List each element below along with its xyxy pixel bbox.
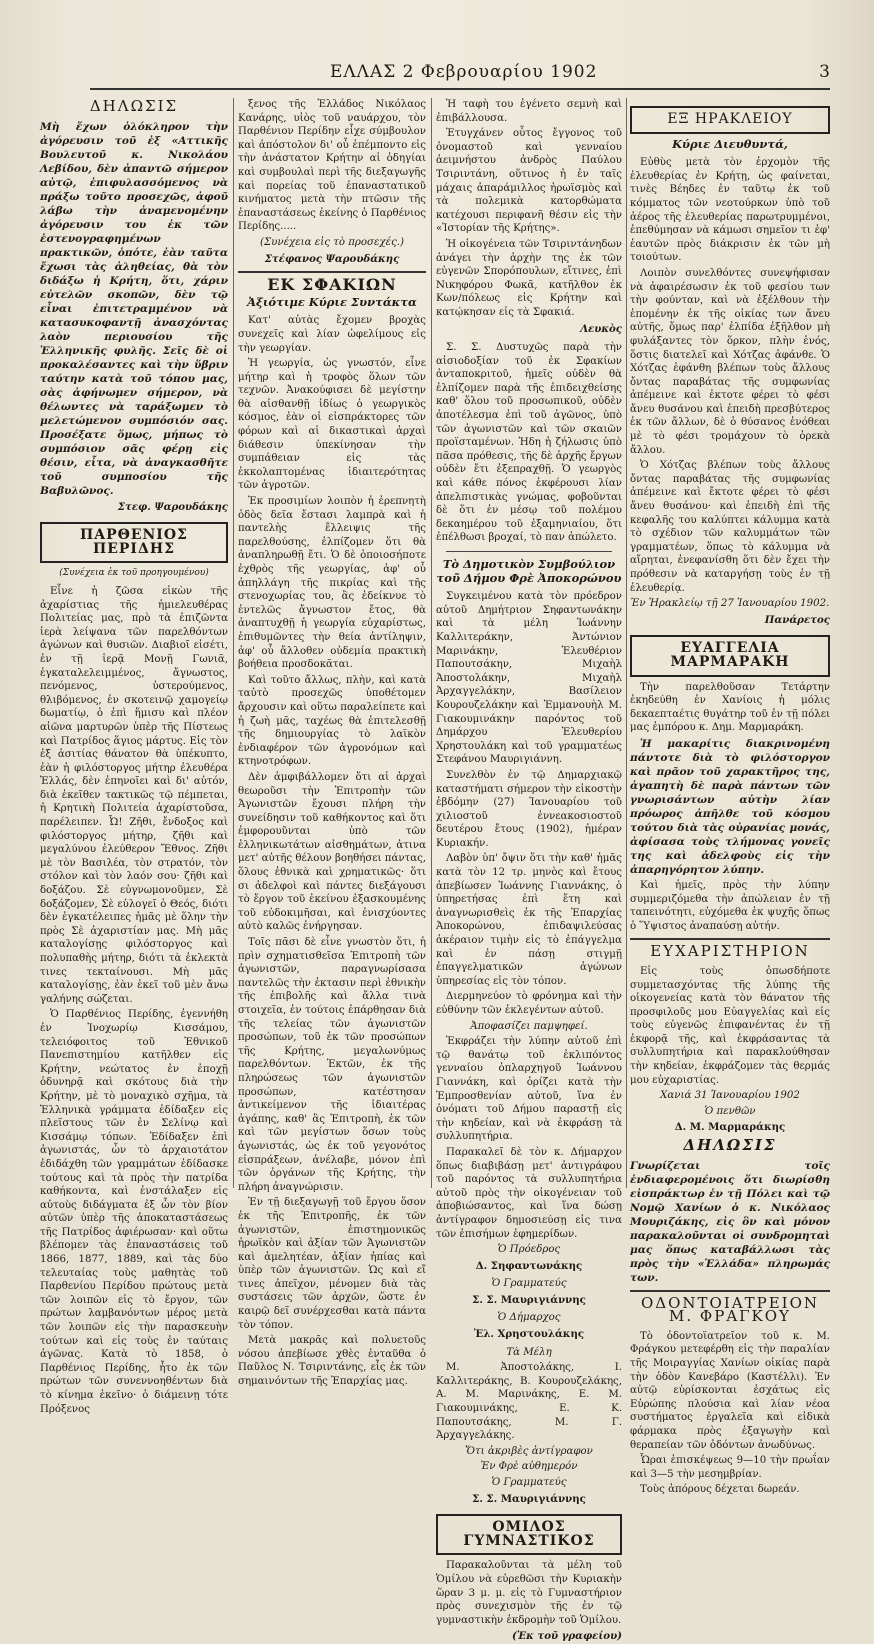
continued-note: (Συνέχεια εἰς τὸ προσεχές.) xyxy=(260,236,404,248)
gym-signature: (Ἐκ τοῦ γραφείου) xyxy=(512,1630,622,1643)
letter-paragraph: Ἡ γεωργία, ὡς γνωστόν, εἶνε μήτηρ καὶ ἡ τροφὸς ὅλων τῶν τεχνῶν. Ἀνακούφισει δὲ μεγίστην θὰ αἰσθανθῇ ἰδίως ὁ γεωργικὸς κόσμος, ἐὰν οἱ εἰσπράκτορες τῶν φόρων καὶ αἱ δικαστικαὶ ἀρχαὶ διάθεσιν ὑπεκίνησαν τὴν συμπάθειαν εἰς τὰς ἐκκολαπτομένας ἰδιαιτερότητας τῶν ἀγροτῶν. xyxy=(238,358,426,492)
signature-secretary: Σ. Σ. Μαυριγιάννης xyxy=(472,1293,586,1306)
thanks-paragraph: Εἰς τοὺς ὁπωσδήποτε συμμετασχόντας τῆς λύπης τῆς οἰκογενείας κατὰ τὸν θάνατον τῆς προσφιλοῦς μου Εὐαγγελίας καὶ εἰς τοὺς εὐγενῶς ἐπιφανέντας ἐν τῇ ἐκφορᾷ τῆς, καὶ ἐκφράσαντας τὰ συλλυπητήρια καὶ παρακλούθησαν τὴν κηδείαν, ἐκφράζομεν τὰς θερμάς μου εὐχαριστίας. xyxy=(630,965,830,1086)
council-paragraph: Ἐκφράζει τὴν λύπην αὐτοῦ ἐπὶ τῷ θανάτῳ τοῦ ἐκλιπόντος γενναίου ὁπλαρχηγοῦ Ἰωάννου Γιαννάκη, καὶ ὁρίζει κατὰ τὴν Ἐμπροσθενίαν αὐτοῦ, ἵνα ἐν ὀνόματι τοῦ Δήμου παραστῇ εἰς τὴν κηδείαν, καὶ νὰ ἐκφράσῃ τὰ συλλυπητήρια. xyxy=(436,1036,622,1143)
column-divider xyxy=(233,98,234,1188)
signature-label: Ὁ πενθῶν xyxy=(704,1105,756,1117)
editor-note: Σ. Σ. Δυστυχῶς παρὰ τὴν αἰσιοδοξίαν τοῦ ἐκ Σφακίων ἀνταποκριτοῦ, ἡμεῖς οὐδὲν θὰ ἐλπίζομεν παρὰ τῆς ἐπιδειχθείσης καθ' ὅλου τοῦ προσωπικοῦ, οὐδὲν ἀποτέλεσμα ἐπὶ τοῦ ἀγῶνος, ὑπὸ τῶν ἀγωνιστῶν καὶ τῶν σκαιῶν προϊσταμένων. Ἠδη ἡ ζήλωσις ὑπὸ πᾶσα πρόθεσις, τῆς δὲ ἀρχῆς ἔργων οὐδὲν ἔτι ἐξεπραχθῇ. Ὁ γεωργὸς καὶ κάθε πόνος ἐκφέρουσι λίαν ἀπελπιστικὰς γνώμας, φοβοῦνται δὲ ὅτι ἐν μέσῳ τοῦ πολέμου δεκαημέρου τοῦ ἐξαμηνιαίου, ὅτι ἐπέλθωσι βροχαί, τὸ παν ἀπώλετο. xyxy=(436,342,622,544)
dentist-paragraph: Τοὺς ἀπόρους δέχεται δωρεάν. xyxy=(640,1484,800,1496)
article-subtitle: (Συνέχεια ἐκ τοῦ προηγουμένου) xyxy=(59,568,209,579)
letter-greeting: Ἀξιότιμε Κύριε Συντάκτα xyxy=(247,294,417,309)
letter-paragraph: Ἡ ταφὴ του ἐγένετο σεμνὴ καὶ ἐπιβάλλουσα. xyxy=(436,99,622,124)
letter-paragraph: Καὶ τοῦτο ἄλλως, πλὴν, καὶ κατὰ ταὐτὸ προσεχῶς ὑποθέτομεν ἄρχουσιν καὶ οὕτω παραλείπετε καὶ ἡ ζωὴ μᾶς, ταχέως θὰ ἐπιτελεσθῇ τῆς δημιουργίας τὸ λαϊκὸν ἐνδιαφέρον τῶν ἀγρονόμων καὶ κτηνοτρόφων. xyxy=(238,674,426,768)
archive-watermark xyxy=(504,717,696,794)
gym-body: Παρακαλοῦνται τὰ μέλη τοῦ Ὁμίλου νὰ εὑρεθῶσι τὴν Κυριακὴν ὥραν 3 μ. μ. εἰς τὸ Γυμναστήριον πρὸς συνεχισμὸν τῆς ἐν τῷ γυμναστικὴν ἐκδρομὴν τοῦ Ὁμίλου. xyxy=(436,1560,622,1626)
signature-mayor: Ἐλ. Χρηστουλάκης xyxy=(473,1328,585,1341)
letter-paragraph: Ἡ οἰκογένεια τῶν Τσιριντάνηδων ἀνάγει τὴν ἀρχὴν της ἐκ τῶν εὐγενῶν Σπορόπουλων, εἴτινες, ἐπὶ Νικηφόρου Φωκᾶ, κατῆλθον ἐκ Κων/πόλεως εἰς Κρήτην καὶ κατῴκησαν εἰς τὰ Σφακιά. xyxy=(436,238,622,318)
article-signature: Στέφανος Ψαρουδάκης xyxy=(264,252,400,265)
column-4 xyxy=(630,98,830,1496)
column-divider xyxy=(626,98,627,1188)
signature-label: Ὁ Δήμαρχος xyxy=(497,1312,561,1324)
obituary-paragraph: Τὴν παρελθοῦσαν Τετάρτην ἐκηδεύθη ἐν Χανίοις ἡ μόλις δεκαεπταέτις θυγάτηρ τοῦ ἐν τῇ πόλει μας ἐμπόρου κ. Δημ. Μαρμαράκη. xyxy=(630,681,830,734)
section-rule xyxy=(630,1290,830,1292)
obituary-title: ΕΥΑΓΓΕΛΙΑ ΜΑΡΜΑΡΑΚΗ xyxy=(630,635,830,676)
article-paragraph: Ὁ Παρθένιος Περίδης, ἐγεννήθη ἐν Ἰνοχωρίῳ Κισσάμου, τελειόφοιτος τοῦ Ἐθνικοῦ Πανεπιστημίου κατῆλθεν εἰς Κρήτην, νεώτατος ἐν ἐποχῇ ὀδυνηρᾷ καὶ σκότους διὰ τὴν Κρήτην, μὲ τὸ μοναχικὸ σχῆμα, τὰ Ἑλληνικὰ γράμματα ἐδίδαξεν εἰς πλεῖστους τῶν ἐν Σελίνῳ καὶ Κισσάμῳ τόπων. Ἐδίδαξεν ἐπὶ ἀγωνιστάς, ὧν τὸ ἀρχαιοτάτον ἐδιδάχθη τῶν γραμμάτων ἐδίδασκε τούτους καὶ τὰ πρὸς τὴν πατρίδα καθήκοντα, καὶ ἐνστάλαξεν εἰς αὐτοὺς διδάγματα ἐξ ὧν τὸν βίον αὐτῶν ὑπὲρ τῆς ἀποκαταστάσεως τῆς Πατρίδος ἀφιέρωσαν· καὶ οὕτω βλέπομεν τὰς ἐπαναστάσεις τοῦ 1866, 1877, 1889, καὶ τὰς δύο τελευταίας τοὺς μαθητὰς τοῦ Παρθενίου Περίδου πρώτους μετὰ τῶν λοιπῶν εἰς τὸ ἔργον, τῶν πρώτων λαμβανόντων μέρος μετὰ τῶν λοιπῶν εἰς τὴν παρασκευὴν τούτων καὶ εἰς τοὺς ἐν ταύταις ἀγῶνας. Κατὰ τὸ 1858, ὁ Παρθένιος Περίδης, ἦτο ἐκ τῶν πρώτων τῶν συνεννοηθέντων διὰ τὸ κίνημα ἐκεῖνο· ὁ διάμεινῃ τότε Πρόξενος xyxy=(40,1009,228,1415)
thanks-title: ΕΥΧΑΡΙΣΤΗΡΙΟΝ xyxy=(650,942,810,961)
copy-note: Ὅτι ἀκριβὲς ἀντίγραφον xyxy=(465,1445,593,1457)
letter-paragraph: Ἐκ προσιμίων λοιπὸν ἡ ἐρεπνητὴ ὁδὸς δεῖα ἔστασι λαμπρὰ καὶ ἡ παντελὴς ἔλλειψις τῆς παρελθούσης, ἐλπίζομεν ὅτι θὰ ἀναπληρωθῇ ἔτι. Ὁ δὲ ὁποιοσήποτε ἐχθρὸς τῆς γεωργίας, ἀφ' οὗ ἀπηλλάγη τῆς πικρίας καὶ τῆς στενοχωρίας του, ἂς ἐδείκνυε τὸ ἐντελῶς ἄγνωστον ἔτος, θὰ ἀναπτυχθῇ ἡ γεωργία εὐχαρίστως, ἐπιθυμῶντες τὴν θεία ἀντίληψιν, ἀφ' οὗ ἄλλοθεν οὐδεμία πρακτικὴ βοήθεια προσδοκᾶται. xyxy=(238,496,426,671)
signature-secretary: Σ. Σ. Μαυριγιάννης xyxy=(472,1492,586,1505)
dentist-paragraph: Τὸ ὀδοντοϊατρεῖον τοῦ κ. Μ. Φράγκου μετεφέρθη εἰς τὴν παραλίαν τῆς Μοιραγγίας Χανίων οἰκίας παρὰ τὴν ὁδὸν Κανεβάρο (Καστέλλι). Ἐν αὐτῷ εὑρίσκονται ἐσχάτως εἰς Εὐρώπης πλούσια καὶ λίαν νέοα συστήματος ἐργαλεῖα καὶ εἰδικὰ φάρμακα πρὸς ἐξαγωγὴν καὶ θεραπείαν τῶν ὀδόντων ἀνωδύνως. xyxy=(630,1330,830,1451)
masthead xyxy=(90,60,830,90)
council-paragraph: Παρακαλεῖ δὲ τὸν κ. Δήμαρχον ὅπως διαβιβάσῃ μετ' ἀντιγράφου τοῦ παρόντος τὰ συλλυπητήρια αὐτοῦ πρὸς τὴν οἰκογένειαν τοῦ ἀποβιώσαντος, καὶ ἵνα δώσῃ ἀντίγραφον δημοσιεύσῃ εἰς τινα τῶν ἐπισήμων ἐφημερίδων. xyxy=(436,1146,622,1240)
dentist-title: ΟΔΟΝΤΟΙΑΤΡΕΙΟΝ Μ. ΦΡΑΓΚΟΥ xyxy=(640,1293,819,1326)
signature-label: Ὁ Γραμματεύς xyxy=(491,1477,567,1488)
notice-body: Γνωρίζεται τοῖς ἐνδιαφερομένοις ὅτι διωρίσθη εἰσπράκτωρ ἐν τῇ Πόλει καὶ τῷ Νομῷ Χανίων ὁ κ. Νικόλαος Μουριζάκης, εἰς ὃν καὶ μόνον παρακαλοῦνται οἱ συνδρομηταὶ μας ὅπως καταβάλλωσι τὰς πρὸς τὴν «Ἑλλάδα» πληρωμάς των. xyxy=(630,1159,830,1284)
gym-title: ΟΜΙΛΟΣ ΓΥΜΝΑΣΤΙΚΟΣ xyxy=(436,1514,622,1555)
section-title: ΕΞ ΗΡΑΚΛΕΙΟΥ xyxy=(630,106,830,134)
letter-paragraph: Δὲν ἀμφιβάλλομεν ὅτι αἱ ἀρχαὶ θεωροῦσι τὴν Ἐπιτροπὴν τῶν Ἀγωνιστῶν ἔχουσι πλήρη τὴν συνείδησιν τοῦ καθήκοντος καὶ ὅτι ἐμφορουῦνται ὑπὸ τῶν ἐλληνικωτάτων αἰσθημάτων, ἀτινα μετ' αὐτῆς θέλουν βοηθήσει πάντας, ὅλους ἐθνικὰ καὶ χρηματικῶς· ὅτι σι ἀδελφοὶ καὶ πάντες διεξάγουσι τὸ ἔργον τοῦ ἐκείνου ἐξασκουμένης τοῦ εὐδοκιμῆσαι, καὶ ἐνισχύοντες αὐτὸ καλῶς ἐνήργησαν. xyxy=(238,771,427,933)
letter-paragraph: Εὐθὺς μετὰ τὸν ἐρχομὸν τῆς ἐλευθερίας ἐν Κρήτῃ, ὡς φαίνεται, τινὲς Βέηδες ἐν ταῦτῳ ἐκ τοῦ κόμματος τῶν νεοτούρκων ὑπὸ τοῦ ἀέρος τῆς ἐλευθερίας παρωτρυμμένοι, ἐπεθύμησαν νὰ κάμωσι σημεῖον τι ἐφ' ἑαυτῶν πρὸς διάκρισιν ἐκ τῶν μὴ τοιούτων. xyxy=(630,157,830,264)
dateline: ΕΛΛΑΣ 2 Φεβρουαρίου 1902 xyxy=(330,62,598,82)
letter-date: Ἐν Ἡρακλείῳ τῇ 27 Ἰανουαρίου 1902. xyxy=(630,598,830,610)
members-list: Μ. Ἀποστολάκης, Ι. Καλλιτεράκης, Β. Κουρουζελάκης, Α. Μ. Μαρινάκης, Ε. Μ. Γιακουμινάκης, Ε. Κ. Παπουτσάκης, Μ. Γ. Ἀρχαγγελάκης. xyxy=(436,1362,622,1442)
column-divider xyxy=(431,98,432,1188)
signature-president: Δ. Σηφαντωνάκης xyxy=(475,1259,583,1272)
article-paragraph: Εἶνε ἡ ζῶσα εἰκὼν τῆς ἀχαρίστιας τῆς ἡμιελευθέρας Πολιτείας μας, πρὸ τὰ ἐπιζῶντα ἱερὰ λείψανα τῶν παρελθόντων ἀγώνων καὶ θυσιῶν. Διαβιοῖ εἰσέτι, ἐν τῇ ἱερᾷ Μονῇ Γωνιᾶ, ἐγκαταλελειμμένος, ἄγνωστος, πενόμενος, ὑστερούμενος, θλιβόμενος, ἐν σκοτεινῷ χαμογείῳ δωματίῳ, ὁ ἐπὶ ἥμισυ καὶ πλέον αἰῶνα μαρτυρῶν ὑπὲρ τῆς Πίστεως καὶ Πατρίδος ἅγιος μάρτυς. Εἰς τὸν ἐξ ἀσιτίας θάνατον θὰ ὑπέκυπτο, ἐὰν ἡ φιλόστοργος μήτηρ ἐλευθέρα Ἑλλάς, δὲν ἐπηνοῖει καὶ δι' αὐτόν, διὰ ἐκεῖθεν τακτικῶς τῷ πέμπεται, ἡ Κρητικὴ Πολιτεία ἀχαρίστοῦσα, παρέλειπεν. Ὦ! Ζῆθι, ἔνδοξος καὶ φιλόστοργος μήτηρ, ζῆθι καὶ μεγαλύνου ἐλεύθερον Ἔθνος. Ζῆθι μὲ τὸν Βασιλέα, τὸν στρατόν, τὸν στόλον καὶ τὸν λαόν σου· ζῆθι καὶ δοξάζου. Σὲ εὐγνωμονοῦμεν, Σὲ δοξάζομεν, Σὲ εὐλογεῖ ὁ Θεός, διότι δὲν ἐγκατέλειπες ἡμᾶς μὲ ὅλην τὴν πρὸς Σὲ ἀχαριστίαν μας. Μὴ μᾶς καταλογίσῃς φιλόστοργος καὶ πολυπαθὴς μήτηρ, διότι τὰ ἐκλεκτὰ τινες τεκταίνουσι. Μὴ μᾶς καταλογίσῃς, ἐὰν ἐκεῖ τοῦ μὲν ἄνω γαλήνης σώζεται. xyxy=(40,585,228,1005)
thanks-signature: Δ. Μ. Μαρμαράκης xyxy=(674,1121,786,1134)
letter-paragraph: Ἐν τῇ διεξαγωγῇ τοῦ ἔργου ὅσον ἐκ τῆς Ἐπιτροπῆς, ἐκ τῶν ἀγωνιστῶν, ἐπιστημονικῶς ἠρωϊκὸν καὶ ἀξίαν τῶν Ἀγωνιστῶν καὶ ἁμελητέαν, ἀξίαν ἠπίας καὶ ὑπὲρ τῶν ἀγωνιστῶν. Ὡς καὶ εἴ τινες ἀπεῖχον, μένομεν διὰ τὰς συστάσεις τῶν ἀρχῶν, ὥστε ἐν καιρῷ δεῖ συνέρχεσθαι κατὰ πάντα τὸν τόπον. xyxy=(238,1197,426,1331)
notice-title: ΔΗΛΩΣΙΣ xyxy=(89,97,179,115)
dentist-paragraph: Ὧραι ἐπισκέψεως 9—10 τὴν πρωΐαν καὶ 3—5 τὴν μεσημβρίαν. xyxy=(630,1455,830,1480)
column-2 xyxy=(238,98,427,1388)
letter-signature: Λευκὸς xyxy=(580,322,622,335)
council-paragraph: Διερμηνεύον τὸ φρόνημα καὶ τὴν εὐθύνην τῶν ἐκλεγέντων αὐτοῦ. xyxy=(436,991,622,1016)
copy-place: Ἐν Φρὲ αὐθημερόν xyxy=(480,1461,578,1473)
signature-label: Τὰ Μέλη xyxy=(506,1346,552,1358)
section-title: ΕΚ ΣΦΑΚΙΩΝ xyxy=(267,275,397,295)
council-paragraph: Λαβὸν ὑπ' ὄψιν ὅτι τὴν καθ' ἡμᾶς κατὰ τὸν 12 τρ. μηνὸς καὶ ἔτους ἀπεβίωσεν Ἰωάννης Γιαννάκης, ὁ ὑπηρετήσας ἐπὶ ἔτη καὶ ἀναγνωρισθεὶς ἐκ τῆς Ἐπαρχίας Ἀποκορώνου, ἐπιδαψιλεύσας ἀκέραιον τιμὴν εἰς τὸ ἐπάγγελμα καὶ ἐν πάσῃ στιγμῇ ἐπαγγελματικῶν ἀγώνων ὑπηρεσίας εἰς τὸν τόπον. xyxy=(436,853,622,987)
column-3 xyxy=(436,98,622,1643)
council-paragraph: Συγκειμένου κατὰ τὸν πρόεδρον αὐτοῦ Δημήτριον Σηφαντωνάκην καὶ τὰ μέλη Ἰωάννην Καλλιτεράκην, Ἀντώνιον Μαρινάκην, Ἐλευθέριον Παπουτσάκην, Μιχαὴλ Ἀποστολάκην, Μιχαὴλ Ἀρχαγγελάκην, Βασίλειον Κουρουζελάκην καὶ Ἐμμανουὴλ Μ. Γιακουμινάκην παρόντος τοῦ Δημάρχου Ἐλευθερίου Χρηστουλάκη καὶ τοῦ γραμματέως Στεφάνου Μαυριγιάννη. xyxy=(436,591,622,766)
council-decision-heading: Ἀποφασίζει παμψηφεί. xyxy=(470,1020,588,1032)
article-title: ΠΑΡΘΕΝΙΟΣ ΠΕΡΙΔΗΣ xyxy=(40,522,228,563)
thanks-date: Χανιά 31 Ἰανουαρίου 1902 xyxy=(660,1090,800,1102)
notice-body: Μὴ ἔχων ὁλόκληρον τὴν ἀγόρευσιν τοῦ ἐξ «Αττικῆς Βουλευτοῦ κ. Νικολάου Λεβίδου, δὲν ἀπαντῶ σήμερον αὐτῷ, ἐπιφυλασσόμενος νὰ πράξω τοῦτο προσεχῶς, ἀφοῦ λάβω τὴν ἀναμενομένην ἀγόρευσιν του ἐκ τῶν ἐστενογραφημένων πρακτικῶν, ὁπότε, ἐὰν ταῦτα ἔχωσι τὰς ἀληθείας, θὰ τὸν διδάξω ἡ Κρήτη, ὅτι, χάριν εὐτελῶν σκοπῶν, δὲν τῷ εἶναι ἐπιτετραμμένον νὰ κατασυκοφαντῇ ἀνασχόντας λαὸν περιουσίου τῆς Ἑλληνικῆς φυλῆς. Σεῖς δὲ οἱ προκαλέσαντες καὶ τὴν ὕβριν ταύτην κατὰ τοῦ τόπου μας, σὰς ἀφήνωμεν σήμερον, νὰ θέλωντες νὰ ταράξωμεν τὸ μελετώμενον συμπόσιόν σας. Προσέξατε ὅμως, μήπως τὸ συμπόσιον σᾶς φέρῃ εἰς θέσιν, εἶτα, νὰ ἀναγκασθῆτε τοῦ συμποσίου τῆς Βαβυλῶνος. xyxy=(40,120,228,497)
council-paragraph: Συνελθὸν ἐν τῷ Δημαρχιακῷ καταστήματι σήμερον τὴν εἰκοστὴν ἑβδόμην (27) Ἰανουαρίου τοῦ χιλιοστοῦ ἐννεακοσιοστοῦ δευτέρου ἔτους (1902), ἡμέραν Κυριακήν. xyxy=(436,769,622,849)
obituary-paragraph: Καὶ ἡμεῖς, πρὸς τὴν λύπην συμμεριζόμεθα τὴν ἀπώλειαν ἐν τῇ ταπεινότητι, εὐχόμεθα ἐκ ψυχῆς ὅπως ὁ Ὕψιστος ἀναπαύσῃ αὐτήν. xyxy=(630,879,830,932)
masthead-rule xyxy=(90,88,830,90)
page-number: 3 xyxy=(819,62,830,82)
letter-paragraph: Ἐτυγχάνεν οὗτος ἔγγονος τοῦ ὀνομαστοῦ καὶ γενναίου ἀειμνήστου ἀνδρὸς Παύλου Τσιριντάνη, οὕτινος ἡ ἐν ταῖς μάχαις ἀπαράμιλλος ἡρωϊσμὸς καὶ τὰ πολεμικὰ κατορθώματα κατέχουσι περιφανῆ θέσιν εἰς τὴν «Ἱστορίαν τῆς Κρήτης». xyxy=(436,128,622,235)
letter-paragraph: Κατ' αὐτὰς ἔχομεν βροχὰς συνεχεῖς καὶ λίαν ὠφελίμους εἰς τὴν γεωργίαν. xyxy=(238,315,426,354)
section-rule xyxy=(446,551,612,552)
signature-label: Ὁ Γραμματεύς xyxy=(491,1278,567,1290)
notice-signature: Στεφ. Ψαρουδάκης xyxy=(117,500,228,513)
letter-signature: Πανάρετος xyxy=(764,613,830,626)
notice-title: ΔΗΛΩΣΙΣ xyxy=(683,1136,777,1155)
obituary-paragraph: Ἡ μακαρίτις διακρινομένη πάντοτε διὰ τὸ φιλόστοργον καὶ πρᾶον τοῦ χαρακτῆρος της, ἀγαπητὴ δὲ παρὰ πάντων τῶν γνωρισάντων αὐτὴν λίαν πρόωρος ἀπῆλθε τοῦ κόσμου τούτου διὰ τὰς οὐρανίας μονάς, ἀφίσασα τοὺς τλήμονας γονεῖς της καὶ ἀδελφοὺς εἰς τὴν ἀπαρηγόρητον λύπην. xyxy=(630,737,830,876)
letter-paragraph: Τοῖς πᾶσι δὲ εἶνε γνωστὸν ὅτι, ἡ πρὶν σχηματισθεῖσα Ἐπιτροπὴ τῶν ἀγωνιστῶν, παραγνωρίσασα παντελῶς τὴν ἐκτασιν περὶ ἐθνικὴν τῆς ἐπιβολῆς καὶ ἄλλα τινὰ στοιχεῖα, ἐν τούτοις ἐπάρθησαν διὰ τῆς τελείας τῶν ἀγωνιστῶν προσώπων, τοῦ ἐκ τῶν προσώπων τῆς Κρήτης, μεγαλωνύμως παρελθόντων. Ἐκτῶν, ἐκ τῆς πληρώσεως τῶν ἀγωνιστῶν προσώπων, κατέστησαν ἀντικείμενον τῆς ἰδιαιτέρας ἀγάπης, καθ' ἃς Ἐπιτροπὴ, ἐκ τῶν καὶ τῶν μεγίστων ὅσων τοὺς ἀγωνιστάς, ὡς ἐκ τοῦ γεγονότος εἰσπράξεων, ἀνέλαβε, μόνον ἐπὶ τῶν ὀργάνων τῆς Κρήτης, τὴν πλήρη ἀναγνώρισιν. xyxy=(238,937,426,1193)
section-rule xyxy=(238,271,426,273)
signature-label: Ὁ Πρόεδρος xyxy=(497,1244,561,1256)
column-1 xyxy=(40,97,228,1415)
letter-paragraph: Ὁ Χότζας βλέπων τοὺς ἄλλους ὄντας παραβάτας τῆς συμφωνίας ἀπέμεινε καὶ ἔκτοτε φέρει τὸ φέσι ἄνευ θυσάνου· καὶ ἐπειδὴ ἐπὶ τῆς κεφαλῆς του καλύπτει κάλυμμα κατὰ τὸ σχέδιον τῶν καλυμμάτων τῶν γραμματέων, ὅπως τὸ κάλυμμα νὰ αἴρηται, ἐνεφανίσθη ὅτι δὲν ἔχει τὴν πρόθεσιν νὰ καταργήσῃ τοὺς ἐν τῇ ἐλευθερίᾳ. xyxy=(630,460,830,594)
letter-paragraph: Λοιπὸν συνελθόντες συνεψήφισαν νὰ ἀφαιρέσωσιν ἐκ τοῦ φεσίου των τὴν φούνταν, καὶ νὰ ἐξέλθουν τὴν ἑπομένην ἐκ τῆς οἰκίας των ἄνευ αὐτῆς, ὅμως παρ' ἐλπίδα ἐξῆλθον μὴ φυλάξαντες τὸν ὅρκον, πλὴν ἑνός, ὅστις διατελεῖ καὶ Χότζας ἀφάνθε. Ὁ Χότζας ἐφάνθη βλέπων τοὺς ἄλλους ὄντας παραβάτας τῆς συμφωνίας ἀπέμεινε καὶ ἐκτοτε φέρει τὸ φέσι ἄνευ θυσάνου καὶ ἐπειδὴ πρεσβύτερος ἐκ τῶν ἄλλων, δὲ ὁ θύσανος ἐνόθεαι μὲ τὸ φέσι τρομάχουν τὸ ὀρεκὰ ἄλλου. xyxy=(630,267,830,456)
article-paragraph: ξενος τῆς Ἑλλάδος Νικόλαος Κανάρης, υἱὸς τοῦ ναυάρχου, τὸν Παρθένιον Περίδην εἶχε σύμβουλον καὶ ἀπόστολον δι' οὗ ἐπέμποντο εἰς τὴν ἀνάστατον Κρήτην αἱ ὁδηγίαι καὶ συμβουλαὶ περὶ τῆς διεξαγωγῆς καὶ πορείας τοῦ ἐπαναστατικοῦ κινήματος μετὰ τὴν πτῶσιν τῆς ἐπαναστάσεως ἐκείνης ὁ Παρθένιος Περίδης..... xyxy=(238,99,426,233)
council-title: Τὸ Δημοτικὸν Συμβούλιον τοῦ Δήμου Φρὲ Ἀποκορώνου xyxy=(436,557,622,585)
letter-greeting: Κύριε Διευθυντά, xyxy=(672,136,788,151)
letter-paragraph: Μετὰ μακρᾶς καὶ πολυετοῦς νόσου ἀπεβίωσε χθὲς ἐνταῦθα ὁ Παῦλος Ν. Τσιριντάνης, εἷς ἐκ τῶν σημαινόντων τῆς Ἐπαρχίας μας. xyxy=(238,1335,426,1388)
section-rule xyxy=(630,938,830,940)
